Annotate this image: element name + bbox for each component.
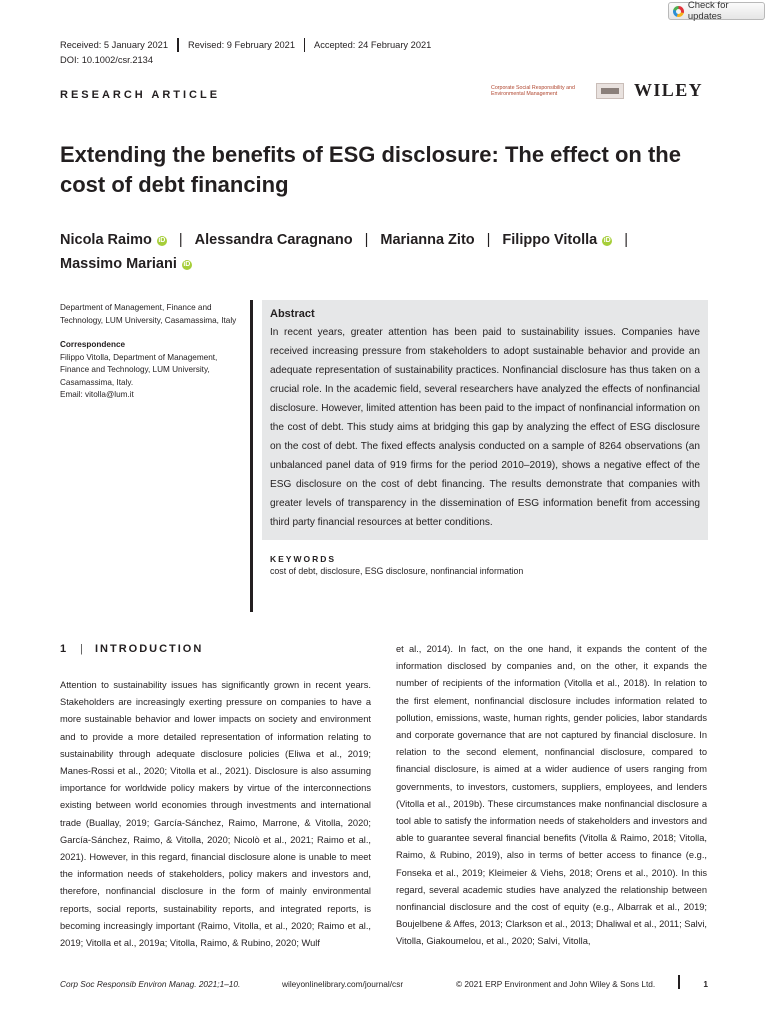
abstract-heading: Abstract (262, 300, 708, 323)
orcid-icon[interactable]: iD (158, 237, 166, 244)
correspondence-heading: Correspondence (60, 340, 126, 349)
section-divider: | (80, 643, 85, 655)
keywords-heading: KEYWORDS (270, 554, 337, 564)
author-separator: | (364, 232, 369, 248)
author-name[interactable] (195, 232, 353, 248)
author-name-text: Filippo Vitolla (502, 232, 598, 248)
publisher-logo: WILEY (634, 80, 704, 100)
author-name[interactable] (502, 232, 612, 248)
journal-logo-text: Corporate Social Responsibility and Environmental Management (491, 85, 575, 97)
author-separator: | (486, 232, 491, 248)
page-footer (60, 979, 708, 995)
keywords-text: cost of debt, disclosure, ESG disclosure, nonfinancial information (270, 566, 524, 576)
author-name[interactable] (60, 256, 192, 272)
article-dates (60, 38, 431, 52)
body-column-right: et al., 2014). In fact, on the one hand, it expands the content of the information disclosed by companies and, on the other, it expands the number of recipients of the information (Vitolla et al., 2018). In relation to the first element, nonfinancial disclosure includes information related to pollution, emissions, waste, human rights, gender policies, labor standards and corporate governance that are not captured by financial disclosure. In relation to the second element, nonfinancial disclosure, compared to financial disclosure, is aimed at a wider audience of users ranging from governments, to investors, customers, suppliers, employees, and lenders (Vitolla et al., 2019b). These circumstances make nonfinancial disclosure a tool able to satisfy the information needs of stakeholders and investors and able to guarantee several financial benefits (Vitolla & Raimo, 2018; Vitolla, Raimo, & Rubino, 2019), also in terms of better access to finance (e.g., Fonseka et al., 2019; Kleimeier & Viehs, 2018; Orens et al., 2010). In this regard, several academic studies have analyzed the relationship between nonfinancial disclosure and the cost of equity (e.g., Albarrak et al., 2019; Boujelbene & Affes, 2013; Clarkson et al., 2013; Dhaliwal et al., 2011; Salvi, Vitolla, Giakoumelou, et al., 2020; Salvi, Vitolla, (396, 644, 707, 947)
footer-divider (678, 975, 680, 989)
received-date: Received: 5 January 2021 (60, 40, 169, 50)
article-type-label: RESEARCH ARTICLE (60, 89, 221, 101)
correspondence-text: Filippo Vitolla, Department of Management, Finance and Technology, LUM University, Casamassima, Italy. (60, 352, 218, 387)
author-name-text: Alessandra Caragnano (194, 232, 353, 248)
author-separator: | (624, 232, 628, 248)
check-for-updates-button[interactable] (668, 2, 765, 20)
section-number: 1 (60, 643, 69, 655)
divider (177, 38, 179, 52)
author-name-text: Nicola Raimo (60, 232, 152, 248)
author-name[interactable] (60, 232, 167, 248)
page-number: 1 (703, 979, 708, 989)
author-name[interactable] (380, 232, 474, 248)
orcid-icon[interactable]: iD (183, 261, 191, 268)
orcid-icon[interactable]: iD (603, 237, 611, 244)
journal-cover-icon (596, 83, 624, 99)
paper-title: Extending the benefits of ESG disclosure: The effect on the cost of debt financing (60, 142, 681, 197)
doi-link[interactable]: DOI: 10.1002/csr.2134 (60, 55, 154, 65)
author-name-text: Marianna Zito (380, 232, 475, 248)
crossmark-icon (673, 6, 684, 17)
footer-citation: Corp Soc Responsib Environ Manag. 2021;1–10. (60, 979, 241, 989)
footer-copyright: © 2021 ERP Environment and John Wiley & Sons Ltd. (456, 979, 656, 989)
author-list (60, 228, 710, 276)
author-separator: | (178, 232, 183, 248)
section-heading (60, 643, 203, 655)
author-name-text: Massimo Mariani (60, 256, 177, 272)
affiliation: Department of Management, Finance and Technology, LUM University, Casamassima, Italy (60, 303, 237, 325)
check-for-updates-label: Check for updates (687, 0, 729, 22)
footer-journal-link[interactable]: wileyonlinelibrary.com/journal/csr (282, 979, 404, 989)
abstract-text: In recent years, greater attention has been paid to sustainability issues. Companies have received increasing pressure from stakeholders to adopt sustainable behavior and provide an adequate representation of sustainability practices. Nonfinancial disclosure has thus taken on a crucial role. In the academic field, several researchers have analyzed the effects of nonfinancial disclosure. However, limited attention has been paid to the impact of nonfinancial information on the cost of debt. This study aims at bridging this gap by analyzing the effect of ESG disclosure on the cost of debt. The fixed effects analysis conducted on a sample of 8264 observations (an unbalanced panel data of 919 firms for the period 2010–2019), shows a negative effect of the ESG disclosure on the cost of debt financing. The results demonstrate that companies with greater levels of transparency in the dissemination of ESG information benefit from accessing third party financial resources at better conditions. (262, 323, 708, 540)
affiliation-block (60, 302, 238, 402)
accepted-date: Accepted: 24 February 2021 (314, 40, 432, 50)
journal-logo (491, 81, 626, 101)
revised-date: Revised: 9 February 2021 (188, 40, 296, 50)
section-title: INTRODUCTION (94, 643, 204, 655)
abstract-section (262, 300, 708, 612)
correspondence-email[interactable]: Email: vitolla@lum.it (60, 390, 134, 399)
body-column-left: Attention to sustainability issues has significantly grown in recent years. Stakeholders are increasingly exerting pressure on companies to have a more sustainable behavior and lower impacts on society and environment and to provide a more detailed representation of information relating to sustainability through adequate disclosure policies (Eliwa et al., 2019; Manes-Rossi et al., 2020; Vitolla et al., 2021). Disclosure is also assuming importance for worldwide policy makers by virtue of the interconnections existing between world economies through investments and international trade (Buallay, 2019; García-Sánchez, Raimo, Marrone, & Vitolla, 2020; García-Sánchez, Raimo, & Vitolla, 2020; Nicolò et al., 2021; Raimo et al., 2021). However, in this regard, financial disclosure alone is unable to meet the information needs of stakeholders, policy makers and investors and, therefore, nonfinancial disclosure in the form of mainly environmental reports, social reports, sustainability reports, and integrated reports, is becoming increasingly important (Raimo, Vitolla, et al., 2020; Raimo et al., 2019; Vitolla et al., 2019a; Vitolla, Raimo, & Rubino, 2020; Wulf (60, 680, 371, 949)
divider (304, 38, 305, 52)
abstract-rule (250, 300, 253, 612)
